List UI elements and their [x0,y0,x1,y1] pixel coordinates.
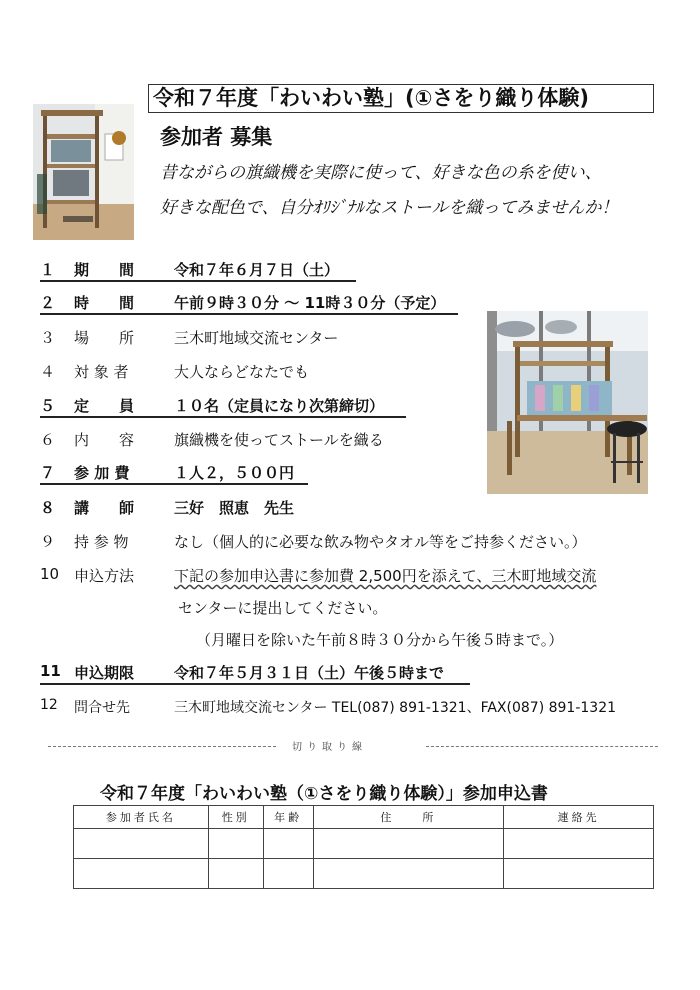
item-value: １人２，５００円 [174,464,295,482]
application-form-table [73,805,654,889]
item-label: 申込期限 [74,664,135,682]
cell-contact[interactable] [504,859,654,889]
item-num: ７ [40,464,56,482]
cell-name[interactable] [74,859,209,889]
item-label: 内 容 [74,431,135,449]
header-contact: 連絡先 [504,806,654,829]
cut-line-left [48,746,276,747]
form-title: 令和７年度「わいわい塾（①さをり織り体験）」参加申込書 [100,784,548,804]
item-num: １ [40,261,56,279]
item-num: ６ [40,431,56,449]
item-label: 参 加 費 [74,464,130,482]
underline-capacity [40,416,406,418]
item-value: 大人ならどなたでも [174,363,310,381]
item-label: 問合せ先 [74,700,130,716]
loom-photo-2 [487,311,648,494]
item-value: なし（個人的に必要な飲み物やタオル等をご持参ください。） [174,533,587,551]
item-value: １０名（定員になり次第締切） [174,397,385,415]
form-row [74,829,654,859]
item-num: 12 [40,697,58,713]
form-header-row [74,806,654,829]
cut-line-label: 切り取り線 [292,742,367,753]
intro-line-1: 昔ながらの旗織機を実際に使って、好きな色の糸を使い、 [160,163,602,183]
item-value: 午前９時３０分 ～ 11時３０分（予定） [174,294,446,312]
item-num: ２ [40,294,56,312]
cell-age[interactable] [263,829,313,859]
item-num: 10 [40,565,60,583]
item-label: 場 所 [74,329,135,347]
loom-illustration-2 [487,311,648,494]
cell-contact[interactable] [504,829,654,859]
cell-gender[interactable] [208,859,263,889]
page-subtitle: 参加者 募集 [160,125,273,149]
header-address: 住 所 [313,806,504,829]
item-value: 令和７年５月３１日（土）午後５時まで [174,664,445,682]
cell-address[interactable] [313,859,504,889]
header-gender: 性別 [208,806,263,829]
item-value: 下記の参加申込書に参加費 2,500円を添えて、三木町地域交流 [174,567,597,585]
item-value: 三木町地域交流センター TEL(087) 891-1321、FAX(087) 891-1321 [174,700,617,716]
apply-cont-text-2: （月曜日を除いた午前８時３０分から午後５時まで。） [196,631,564,649]
cell-gender[interactable] [208,829,263,859]
cell-address[interactable] [313,829,504,859]
item-label: 講 師 [74,499,135,517]
page-title: 令和７年度「わいわい塾」(①さをり織り体験) [148,84,654,113]
item-value: 三木町地域交流センター [174,329,339,347]
item-label: 対 象 者 [74,363,129,381]
item-num: 11 [40,662,61,680]
header-age: 年齢 [263,806,313,829]
underline-fee [40,483,308,485]
intro-line-2: 好きな配色で、自分ｵﾘｼﾞﾅﾙなストールを織ってみませんか！ [160,198,619,218]
item-label: 時 間 [74,294,135,312]
item-label: 定 員 [74,397,135,415]
form-row [74,859,654,889]
underline-time [40,313,458,315]
item-value: 旗織機を使ってストールを織る [174,431,384,449]
apply-cont-text-1: センターに提出してください。 [178,599,388,617]
cell-age[interactable] [263,859,313,889]
header-name: 参加者氏名 [74,806,209,829]
cell-name[interactable] [74,829,209,859]
item-num: ９ [40,533,56,551]
underline-period [40,280,356,282]
item-value: 三好 照恵 先生 [174,499,295,517]
item-label: 申込方法 [74,567,135,585]
underline-deadline [40,683,470,685]
cut-line-right [426,746,658,747]
item-num: ３ [40,329,56,347]
loom-photo-1 [33,104,134,240]
item-label: 持 参 物 [74,533,129,551]
loom-illustration-1 [33,104,134,240]
item-num: ８ [40,499,56,517]
item-label: 期 間 [74,261,135,279]
item-num: ４ [40,363,56,381]
item-value: 令和７年６月７日（土） [174,261,340,279]
item-num: ５ [40,397,56,415]
